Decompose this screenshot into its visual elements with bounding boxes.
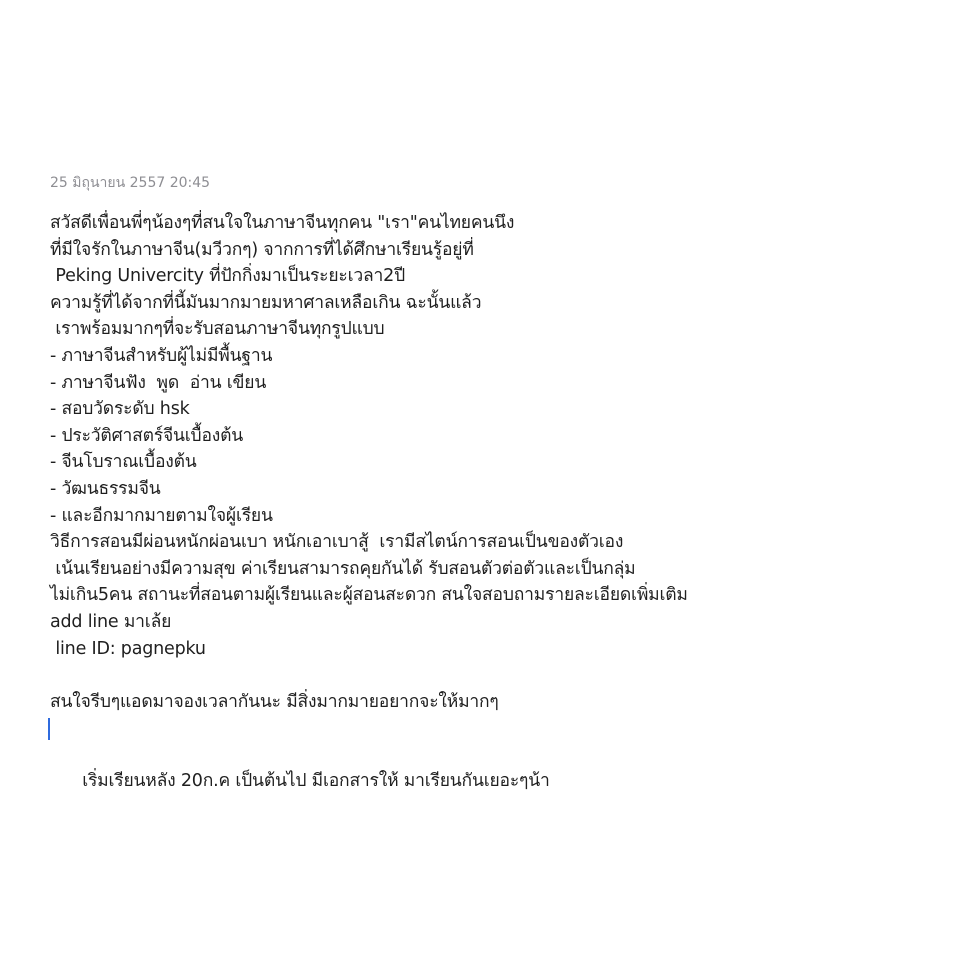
note-blank-line <box>50 662 930 689</box>
note-line: เริ่มเรียนหลัง 20ก.ค เป็นต้นไป มีเอกสารให้ มาเรียนกันเยอะๆน้า <box>82 771 550 792</box>
note-line: ที่มีใจรักในภาษาจีน(มวีวกๆ) จากการที่ได้ศึกษาเรียนรู้อยู่ที่ <box>50 239 474 260</box>
note-timestamp: 25 มิถุนายน 2557 20:45 <box>50 175 211 191</box>
note-line: - ประวัติศาสตร์จีนเบื้องต้น <box>50 425 244 446</box>
text-cursor <box>48 718 50 740</box>
note-line: - จีนโบราณเบื้องต้น <box>50 452 197 473</box>
note-line: - สอบวัดระดับ hsk <box>50 399 190 420</box>
note-line: วิธีการสอนมีผ่อนหนักผ่อนเบา หนักเอาเบาสู้ เรามีสไตน์การสอนเป็นของตัวเอง <box>50 532 624 553</box>
note-line: ความรู้ที่ได้จากที่นี้มันมากมายมหาศาลเหลือเกิน ฉะนั้นแล้ว <box>50 292 482 313</box>
note-line: ไม่เกิน5คน สถานะที่สอนตามผู้เรียนและผู้สอนสะดวก สนใจสอบถามรายละเอียดเพิ่มเติม <box>50 585 688 606</box>
note-line: เราพร้อมมากๆที่จะรับสอนภาษาจีนทุกรูปแบบ <box>50 319 385 340</box>
note-line: - ภาษาจีนฟัง พูด อ่าน เขียน <box>50 372 267 393</box>
note-line: - ภาษาจีนสำหรับผู้ไม่มีพื้นฐาน <box>50 345 273 366</box>
note-body-text[interactable] <box>50 210 930 792</box>
note-line: add line มาเล้ย <box>50 611 172 632</box>
note-line: สวัสดีเพื่อนพี่ๆน้องๆที่สนใจในภาษาจีนทุกคน "เรา"คนไทยคนนึง <box>50 213 515 233</box>
note-line: - วัฒนธรรมจีน <box>50 478 161 499</box>
note-line: สนใจรีบๆแอดมาจองเวลากันนะ มีสิ่งมากมายอยากจะให้มากๆ <box>50 691 499 712</box>
note-line: Peking Univercity ที่ปักกิ่งมาเป็นระยะเวลา2ปี <box>50 266 406 287</box>
note-line: เน้นเรียนอย่างมีความสุข ค่าเรียนสามารถคุยกันได้ รับสอนตัวต่อตัวและเป็นกลุ่ม <box>50 558 636 579</box>
note-line-with-cursor <box>50 715 930 792</box>
note-line: line ID: pagnepku <box>50 638 206 659</box>
note-content[interactable] <box>50 172 930 792</box>
note-line: - และอีกมากมายตามใจผู้เรียน <box>50 505 273 526</box>
